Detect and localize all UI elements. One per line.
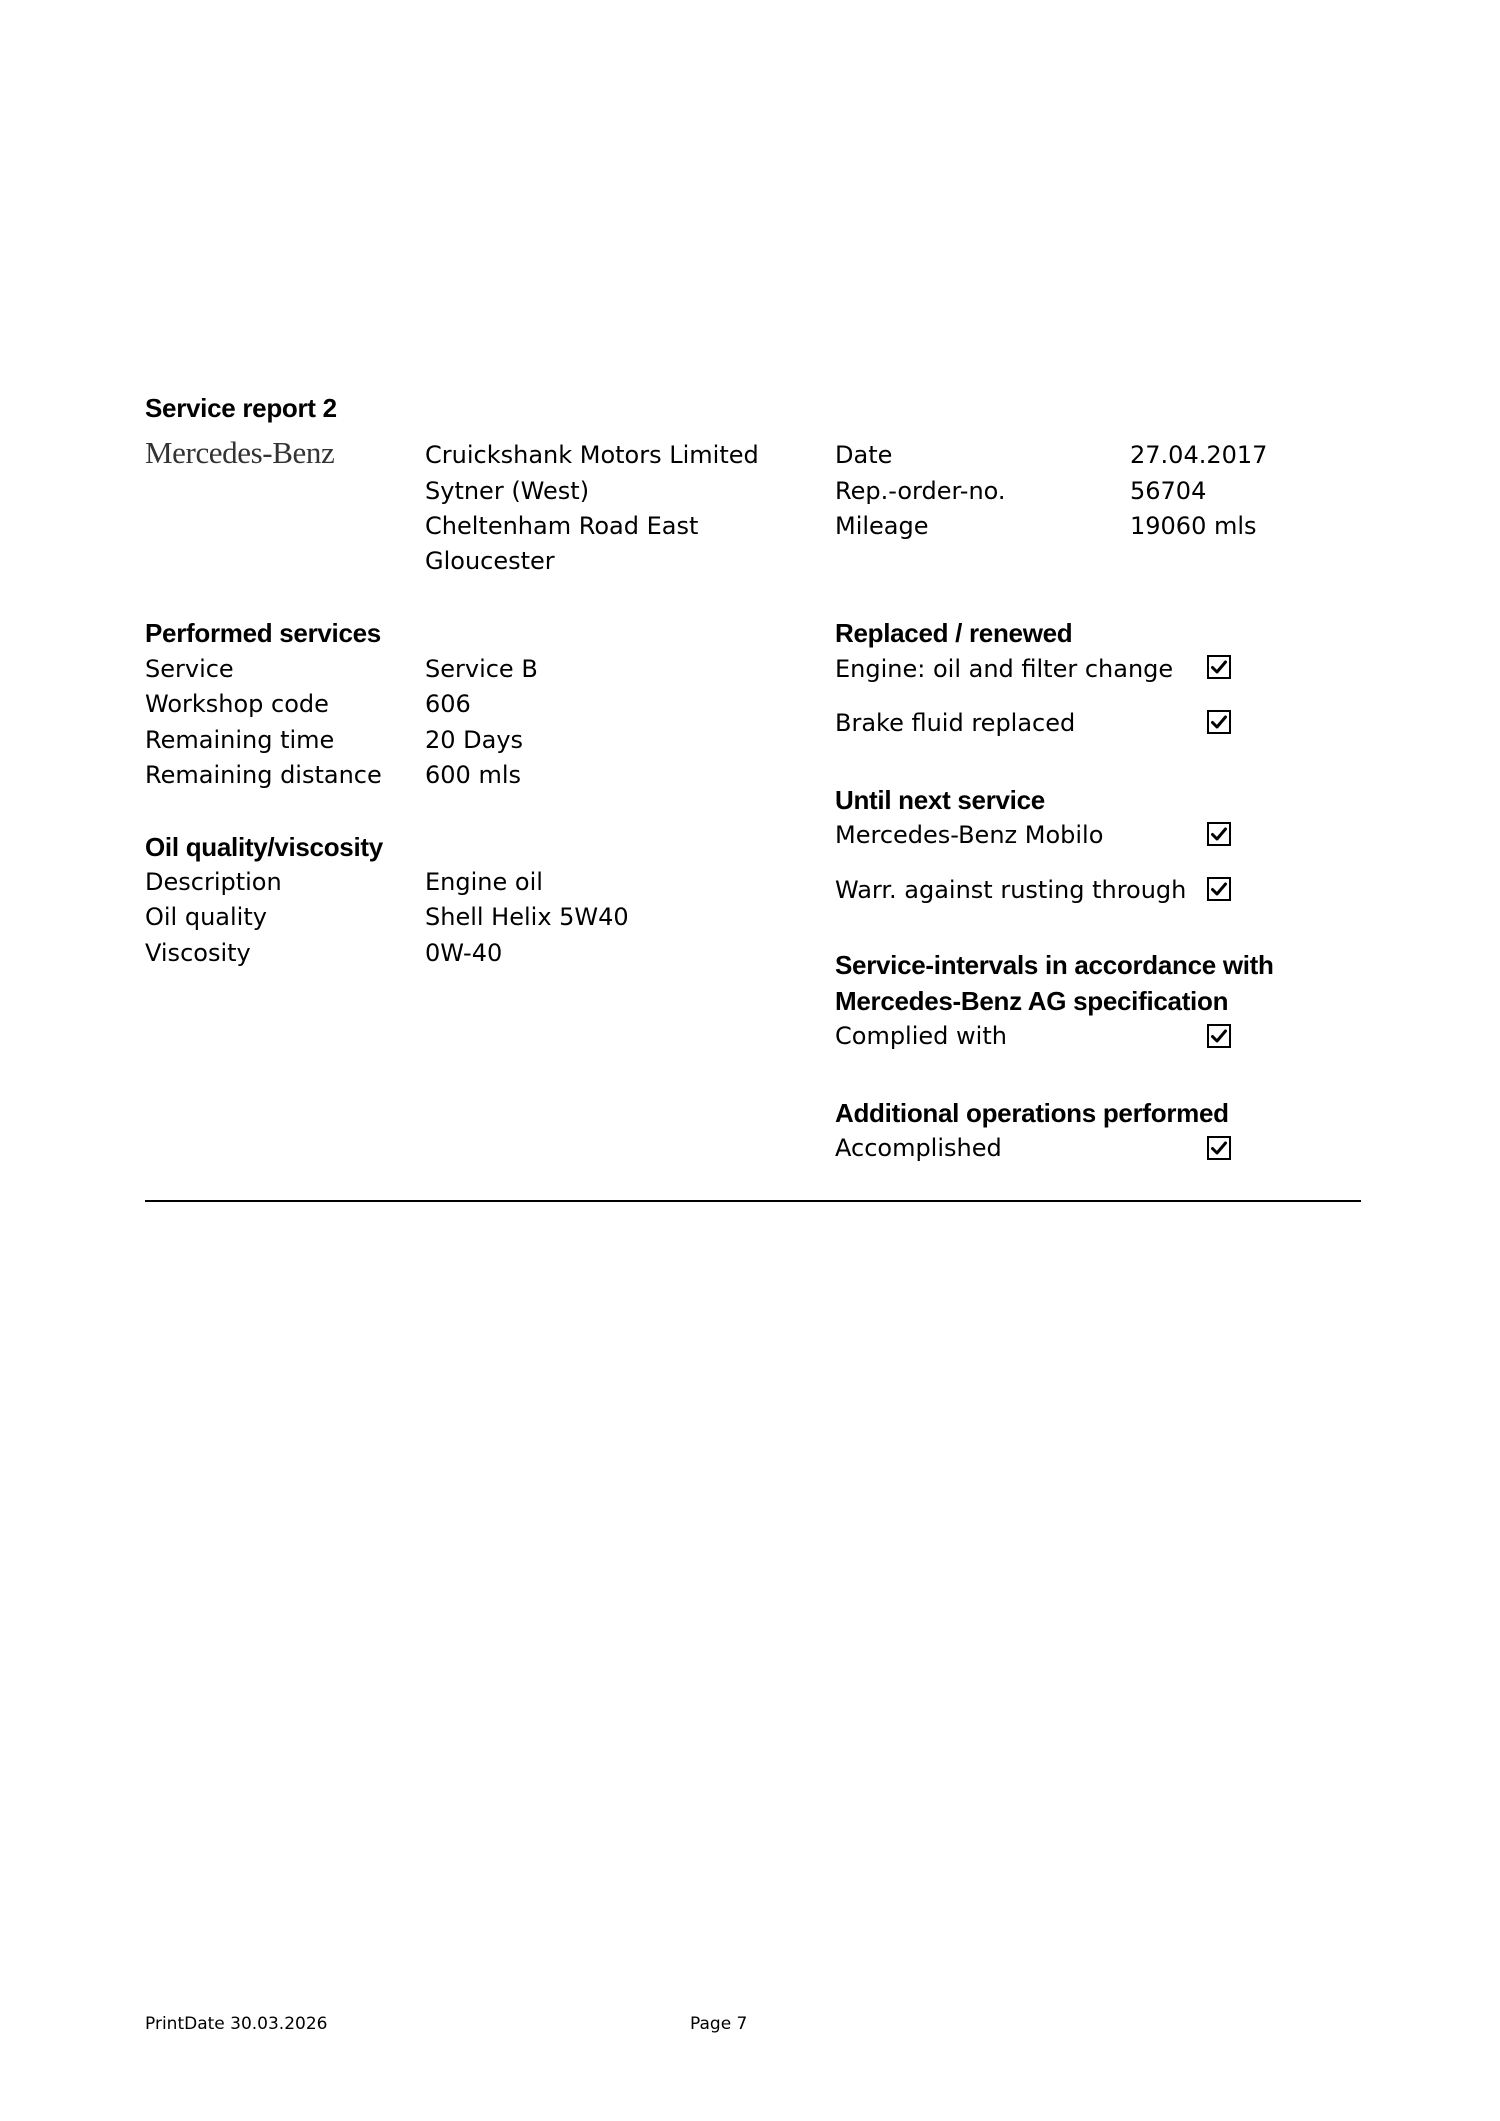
oil-description-label: Description <box>145 868 282 896</box>
intervals-heading-line1: Service-intervals in accordance with <box>835 950 1274 980</box>
order-value: 56704 <box>1130 477 1207 505</box>
mercedes-benz-logo: Mercedes-Benz <box>145 435 335 470</box>
dealer-name: Cruickshank Motors Limited <box>425 441 759 469</box>
checkmark-icon <box>1210 880 1228 898</box>
service-label: Service <box>145 655 234 683</box>
report-title: Service report 2 <box>145 393 337 423</box>
workshop-code-value: 606 <box>425 690 471 718</box>
oil-filter-change-label: Engine: oil and filter change <box>835 655 1174 683</box>
intervals-heading-line2: Mercedes-Benz AG specification <box>835 986 1229 1016</box>
oil-description-value: Engine oil <box>425 868 543 896</box>
dealer-city: Gloucester <box>425 547 555 575</box>
checkmark-icon <box>1210 1027 1228 1045</box>
remaining-time-label: Remaining time <box>145 726 335 754</box>
complied-with-label: Complied with <box>835 1022 1007 1050</box>
replaced-heading: Replaced / renewed <box>835 618 1073 648</box>
oil-quality-value: Shell Helix 5W40 <box>425 903 629 931</box>
performed-services-heading: Performed services <box>145 618 381 648</box>
oil-quality-heading: Oil quality/viscosity <box>145 832 383 862</box>
additional-operations-heading: Additional operations performed <box>835 1098 1229 1128</box>
complied-with-checkbox[interactable] <box>1207 1024 1231 1048</box>
oil-quality-label: Oil quality <box>145 903 267 931</box>
remaining-distance-value: 600 mls <box>425 761 521 789</box>
accomplished-label: Accomplished <box>835 1134 1002 1162</box>
mobilo-label: Mercedes-Benz Mobilo <box>835 821 1104 849</box>
order-label: Rep.-order-no. <box>835 477 1006 505</box>
remaining-time-value: 20 Days <box>425 726 524 754</box>
dealer-line3: Cheltenham Road East <box>425 512 699 540</box>
next-service-heading: Until next service <box>835 785 1045 815</box>
brake-fluid-checkbox[interactable] <box>1207 710 1231 734</box>
brake-fluid-label: Brake fluid replaced <box>835 709 1076 737</box>
rust-warranty-checkbox[interactable] <box>1207 877 1231 901</box>
oil-filter-change-checkbox[interactable] <box>1207 655 1231 679</box>
print-date: PrintDate 30.03.2026 <box>145 2014 328 2034</box>
mileage-label: Mileage <box>835 512 929 540</box>
service-value: Service B <box>425 655 538 683</box>
workshop-code-label: Workshop code <box>145 690 329 718</box>
dealer-line2: Sytner (West) <box>425 477 590 505</box>
remaining-distance-label: Remaining distance <box>145 761 382 789</box>
checkmark-icon <box>1210 1139 1228 1157</box>
date-label: Date <box>835 441 893 469</box>
checkmark-icon <box>1210 658 1228 676</box>
viscosity-label: Viscosity <box>145 939 251 967</box>
accomplished-checkbox[interactable] <box>1207 1136 1231 1160</box>
date-value: 27.04.2017 <box>1130 441 1268 469</box>
mileage-value: 19060 mls <box>1130 512 1257 540</box>
rust-warranty-label: Warr. against rusting through <box>835 876 1187 904</box>
checkmark-icon <box>1210 825 1228 843</box>
page-number: Page 7 <box>690 2014 748 2034</box>
section-divider <box>145 1200 1361 1202</box>
mobilo-checkbox[interactable] <box>1207 822 1231 846</box>
checkmark-icon <box>1210 713 1228 731</box>
viscosity-value: 0W-40 <box>425 939 503 967</box>
